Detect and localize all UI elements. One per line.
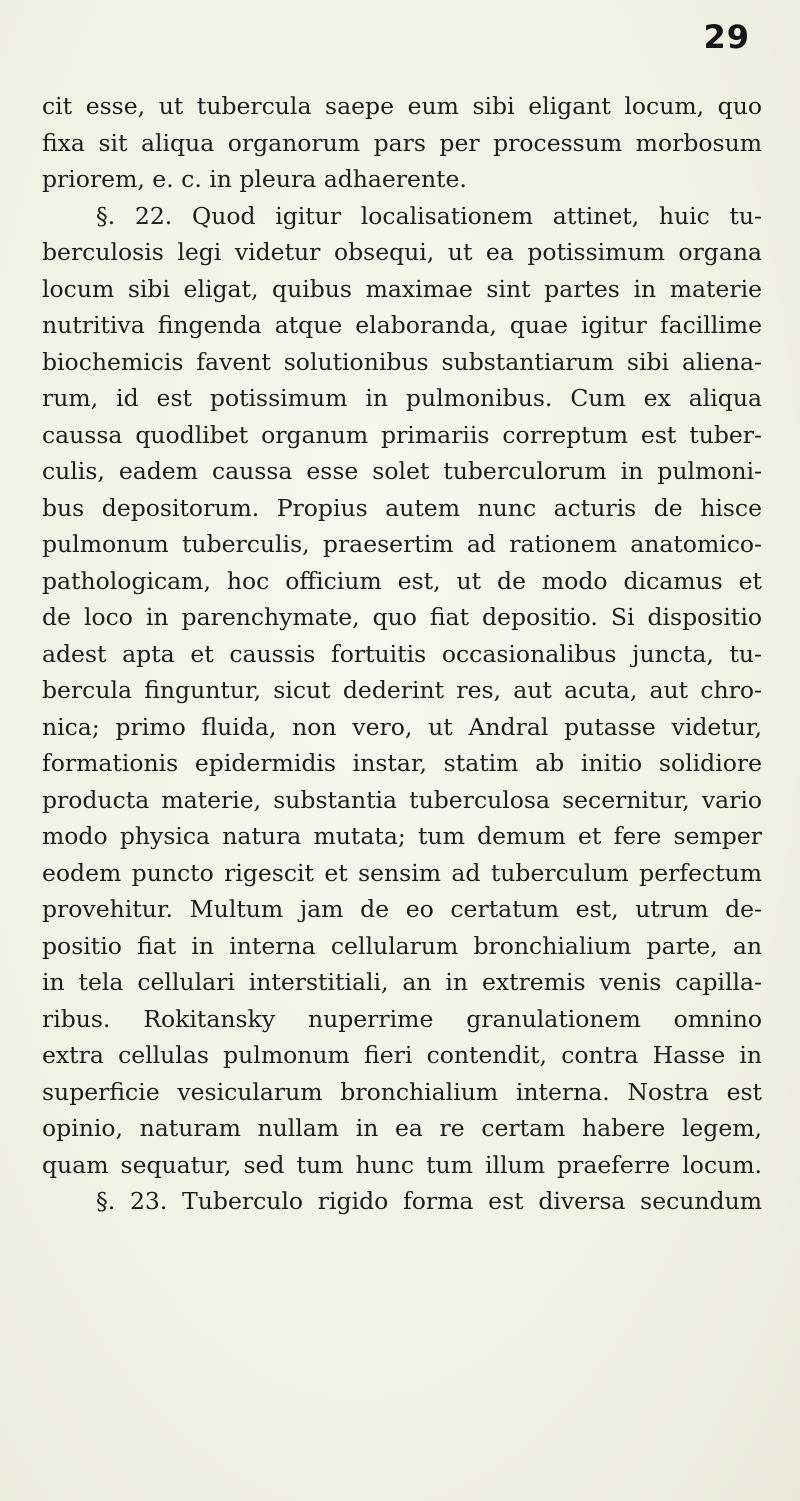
text-line: eodem puncto rigescit et sensim ad tuberculum perfectum [42,858,762,887]
text-line: ribus. Rokitansky nuperrime granulationem omnino [42,1004,762,1033]
text-line: producta materie, substantia tuberculosa secernitur, vario [42,785,762,814]
text-line: bercula finguntur, sicut dederint res, aut acuta, aut chro- [42,676,762,704]
page-number: 29 [703,18,750,56]
text-line: culis, eadem caussa esse solet tuberculorum in pulmoni- [42,457,762,485]
text-line: formationis epidermidis instar, statim ab initio solidiore [42,749,762,777]
text-line: biochemicis favent solutionibus substantiarum sibi aliena- [42,347,762,376]
text-line: de loco in parenchymate, quo fiat depositio. Si dispositio [42,603,762,631]
text-line: nica; primo fluida, non vero, ut Andral putasse videtur, [42,712,762,741]
text-line: provehitur. Multum jam de eo certatum est, utrum de- [42,895,762,923]
text-line: pathologicam, hoc officium est, ut de modo dicamus et [42,566,762,595]
text-line: modo physica natura mutata; tum demum et fere semper [42,822,762,850]
text-line: nutritiva fingenda atque elaboranda, quae igitur facillime [42,311,762,339]
text-line: locum sibi eligat, quibus maximae sint partes in materie [42,274,762,303]
text-line: priorem, e. c. in pleura adhaerente. [42,165,467,193]
text-line: superficie vesicularum bronchialium interna. Nostra est [42,1077,762,1106]
text-line: berculosis legi videtur obsequi, ut ea potissimum organa [42,238,762,266]
text-line: bus depositorum. Propius autem nunc acturis de hisce [42,493,762,522]
text-line: quam sequatur, sed tum hunc tum illum praeferre locum. [42,1150,762,1179]
text-line: positio fiat in interna cellularum bronchialium parte, an [42,931,762,960]
text-line: in tela cellulari interstitiali, an in extremis venis capilla- [42,968,762,996]
text-line: caussa quodlibet organum primariis correptum est tuber- [42,420,762,449]
text-line: extra cellulas pulmonum fieri contendit, contra Hasse in [42,1041,762,1069]
text-line: fixa sit aliqua organorum pars per processum morbosum [42,128,762,157]
body-text [42,88,762,1220]
text-line: rum, id est potissimum in pulmonibus. Cum ex aliqua [42,384,762,412]
text-line: cit esse, ut tubercula saepe eum sibi eligant locum, quo [42,92,762,120]
section-heading-line: §. 23. Tuberculo rigido forma est diversa secundum [96,1187,762,1215]
text-line: opinio, naturam nullam in ea re certam habere legem, [42,1114,762,1142]
text-line: pulmonum tuberculis, praesertim ad rationem anatomico- [42,530,762,558]
text-line: adest apta et caussis fortuitis occasionalibus juncta, tu- [42,639,762,668]
section-heading-line: §. 22. Quod igitur localisationem attinet, huic tu- [96,201,762,230]
